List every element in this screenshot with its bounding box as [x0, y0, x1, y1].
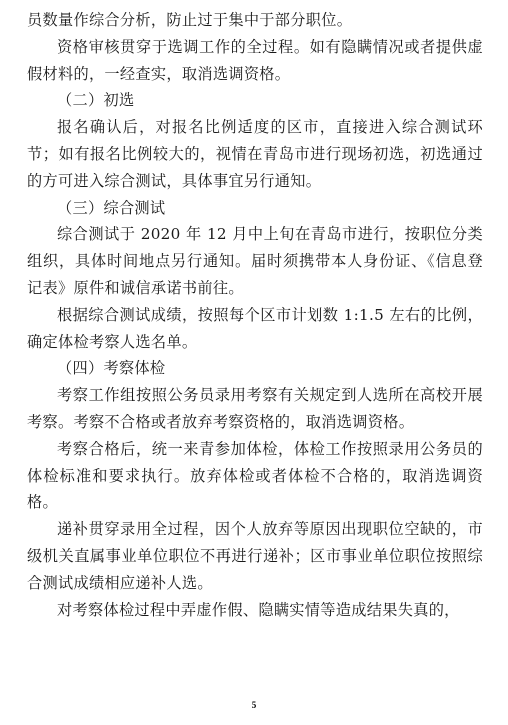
- paragraph-test-ratio: 根据综合测试成绩，按照每个区市计划数 1:1.5 左右的比例，确定体检考察人选名单。: [27, 305, 483, 351]
- paragraph-preliminary-selection: 报名确认后，对报名比例适度的区市，直接进入综合测试环节；如有报名比例较大的，视情在青岛市进行现场初选，初选通过的方可进入综合测试，具体事宜另行通知。: [27, 118, 483, 190]
- section-heading-preliminary-selection: （二）初选: [57, 91, 135, 110]
- paragraph-continuation: 员数量作综合分析，防止过于集中于部分职位。: [27, 11, 353, 29]
- document-body: [27, 7, 483, 623]
- paragraph-medical-exam: 考察合格后，统一来青参加体检，体检工作按照录用公务员的体检标准和要求执行。放弃体检或者体检不合格的，取消选调资格。: [27, 439, 483, 512]
- page-number: 5: [251, 700, 257, 710]
- section-heading-comprehensive-test: （三）综合测试: [57, 198, 166, 217]
- paragraph-fraud-clause: 对考察体检过程中弄虚作假、隐瞒实情等造成结果失真的，: [57, 600, 460, 619]
- section-heading-inspection-exam: （四）考察体检: [57, 359, 166, 378]
- paragraph-test-schedule: 综合测试于 2020 年 12 月中上旬在青岛市进行，按职位分类组织，具体时间地点另行通知。届时须携带本人身份证、《信息登记表》原件和诚信承诺书前往。: [27, 225, 483, 297]
- paragraph-replacement: 递补贯穿录用全过程，因个人放弃等原因出现职位空缺的，市级机关直属事业单位职位不再进行递补；区市事业单位职位按照综合测试成绩相应递补人选。: [27, 520, 483, 592]
- paragraph-inspection: 考察工作组按照公务员录用考察有关规定到人选所在高校开展考察。考察不合格或者放弃考察资格的，取消选调资格。: [27, 386, 483, 431]
- paragraph-qualification-review: 资格审核贯穿于选调工作的全过程。如有隐瞒情况或者提供虚假材料的，一经查实，取消选调资格。: [27, 37, 483, 83]
